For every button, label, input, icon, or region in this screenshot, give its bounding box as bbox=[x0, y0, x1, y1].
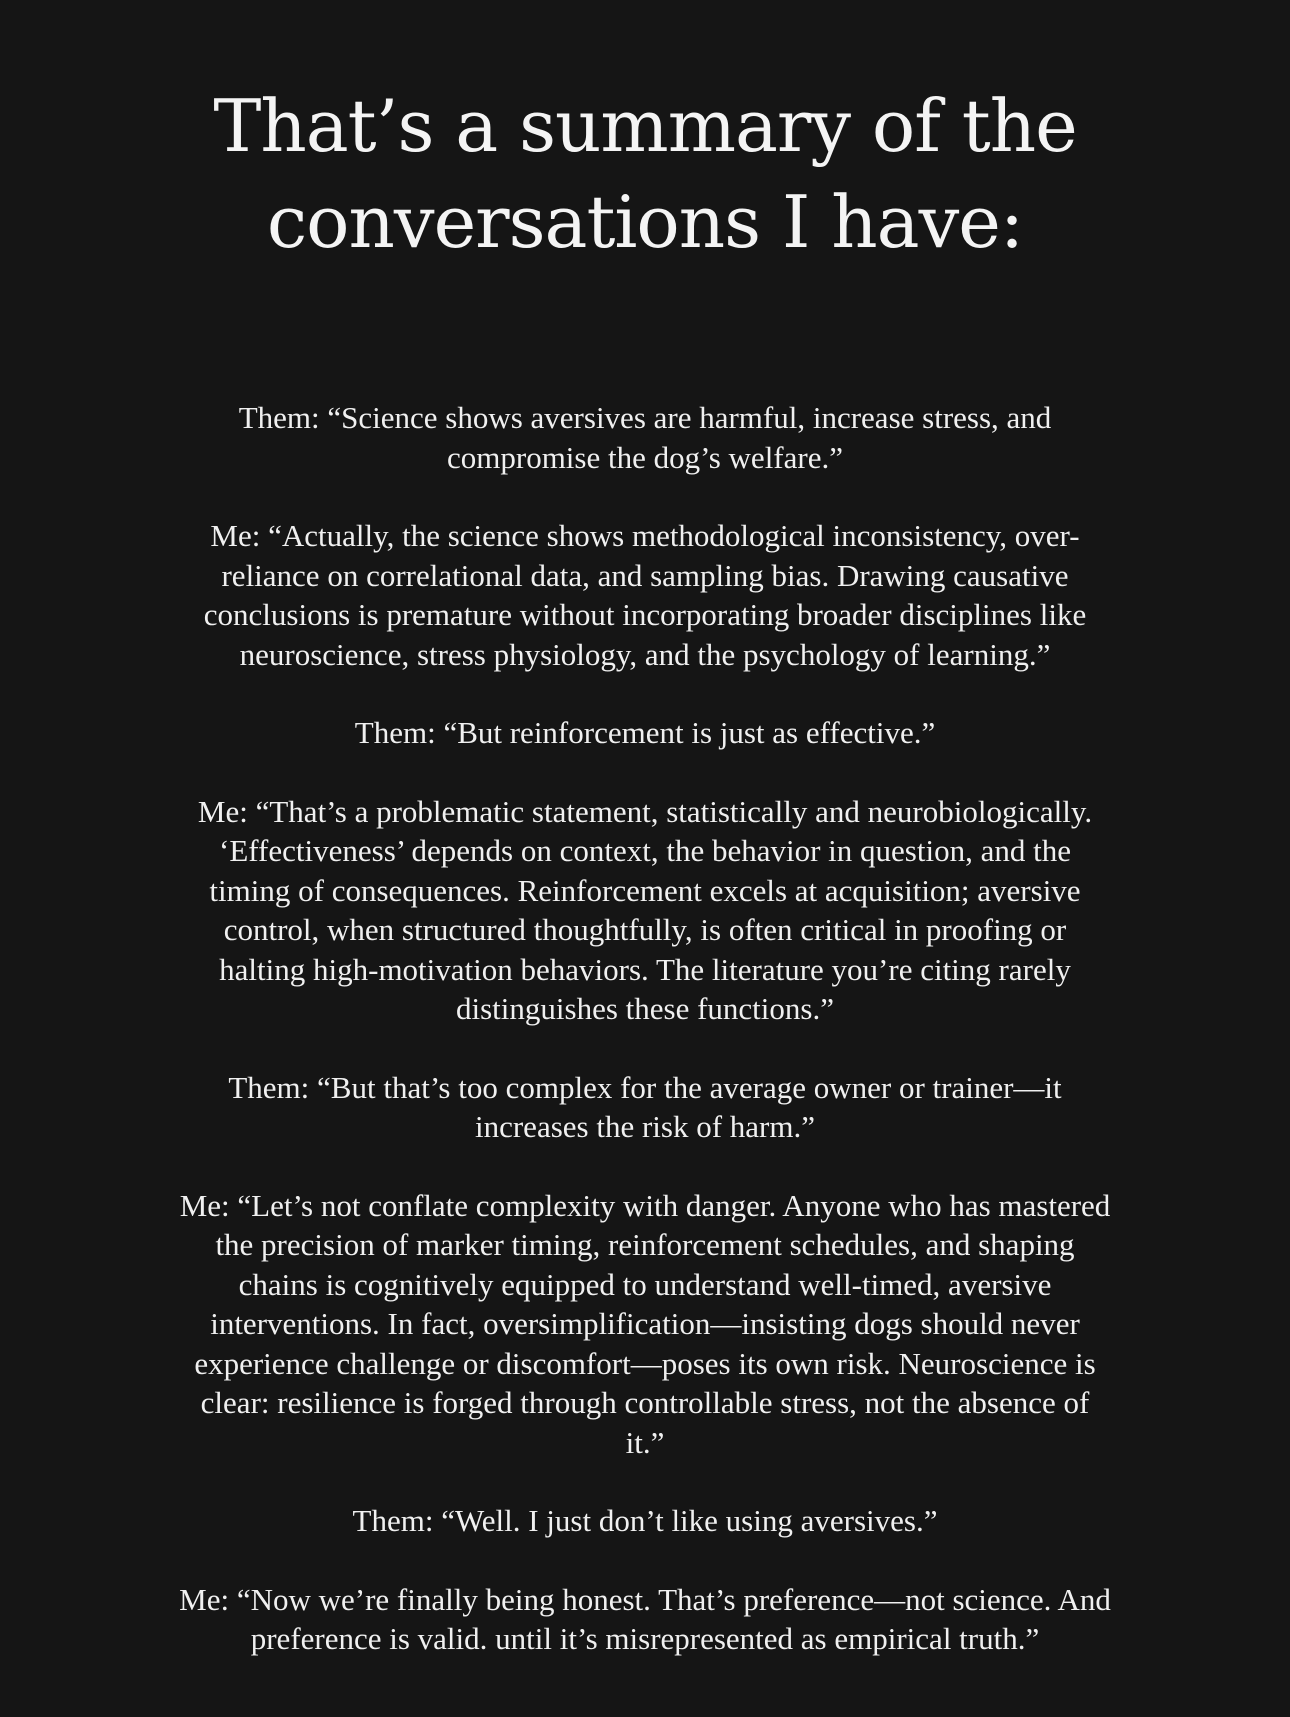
line-text: control, when structured thoughtfully, is often critical in proofing or bbox=[223, 912, 1067, 947]
dialogue bbox=[120, 398, 1170, 1659]
dialogue-line bbox=[120, 438, 1170, 478]
dialogue-turn bbox=[120, 516, 1170, 674]
speaker-label: Me: bbox=[197, 793, 248, 829]
dialogue-line bbox=[120, 516, 1170, 556]
dialogue-line bbox=[120, 1619, 1170, 1659]
dialogue-line bbox=[120, 1383, 1170, 1423]
dialogue-line bbox=[120, 1265, 1170, 1305]
speaker-label: Them: bbox=[238, 400, 320, 435]
dialogue-line bbox=[120, 398, 1170, 438]
line-text: neuroscience, stress physiology, and the psychology of learning.” bbox=[239, 636, 1051, 672]
line-text: preference is valid. until it’s misrepresented as empirical truth.” bbox=[250, 1621, 1040, 1656]
dialogue-line bbox=[120, 713, 1170, 753]
dialogue-line bbox=[120, 871, 1170, 911]
dialogue-turn bbox=[120, 398, 1170, 477]
line-text: distinguishes these functions.” bbox=[456, 991, 834, 1026]
dialogue-line bbox=[120, 595, 1170, 635]
dialogue-turn bbox=[120, 1580, 1170, 1659]
dialogue-turn bbox=[120, 713, 1170, 753]
dialogue-line bbox=[120, 831, 1170, 871]
dialogue-line bbox=[120, 1186, 1170, 1226]
line-text: reliance on correlational data, and sampling bias. Drawing causative bbox=[221, 557, 1069, 593]
dialogue-line bbox=[120, 1107, 1170, 1147]
speaker-label: Them: bbox=[228, 1069, 310, 1105]
dialogue-line bbox=[120, 635, 1170, 675]
dialogue-line bbox=[120, 1225, 1170, 1265]
dialogue-line bbox=[120, 1304, 1170, 1344]
line-text: interventions. In fact, oversimplification—insisting dogs should never bbox=[210, 1306, 1080, 1341]
line-text: compromise the dog’s welfare.” bbox=[447, 439, 843, 475]
dialogue-line bbox=[120, 1068, 1170, 1108]
speaker-label: Me: bbox=[210, 518, 261, 553]
line-text: the precision of marker timing, reinforcement schedules, and shaping bbox=[215, 1227, 1075, 1262]
line-text: “But that’s too complex for the average owner or trainer—it bbox=[317, 1069, 1062, 1105]
line-text: it.” bbox=[625, 1424, 665, 1460]
line-text: ‘Effectiveness’ depends on context, the behavior in question, and the bbox=[219, 833, 1071, 868]
line-text: “But reinforcement is just as effective.” bbox=[443, 715, 936, 750]
dialogue-line bbox=[120, 950, 1170, 990]
speaker-label: Me: bbox=[179, 1581, 230, 1617]
line-text: halting high-motivation behaviors. The literature you’re citing rarely bbox=[219, 951, 1071, 987]
dialogue-line bbox=[120, 556, 1170, 596]
line-text: timing of consequences. Reinforcement excels at acquisition; aversive bbox=[209, 872, 1081, 908]
line-text: conclusions is premature without incorporating broader disciplines like bbox=[203, 597, 1087, 632]
dialogue-turn bbox=[120, 1186, 1170, 1463]
speaker-label: Them: bbox=[354, 715, 436, 750]
line-text: clear: resilience is forged through controllable stress, not the absence of bbox=[200, 1385, 1090, 1420]
line-text: “Well. I just don’t like using aversives.” bbox=[441, 1503, 938, 1538]
line-text: “Let’s not conflate complexity with danger. Anyone who has mastered bbox=[237, 1187, 1111, 1223]
dialogue-line bbox=[120, 989, 1170, 1029]
line-text: “Actually, the science shows methodological inconsistency, over- bbox=[268, 518, 1080, 553]
line-text: chains is cognitively equipped to understand well-timed, aversive bbox=[238, 1266, 1052, 1302]
line-text: “That’s a problematic statement, statistically and neurobiologically. bbox=[255, 793, 1093, 829]
dialogue-line bbox=[120, 1501, 1170, 1541]
dialogue-line bbox=[120, 1580, 1170, 1620]
dialogue-line bbox=[120, 1423, 1170, 1463]
title-line-1: That’s a summary of the bbox=[213, 84, 1077, 168]
dialogue-line bbox=[120, 910, 1170, 950]
dialogue-turn bbox=[120, 1068, 1170, 1147]
speaker-label: Them: bbox=[352, 1503, 434, 1538]
dialogue-turn bbox=[120, 792, 1170, 1029]
line-text: experience challenge or discomfort—poses its own risk. Neuroscience is bbox=[194, 1345, 1096, 1381]
dialogue-line bbox=[120, 792, 1170, 832]
page-title bbox=[0, 78, 1290, 270]
line-text: increases the risk of harm.” bbox=[474, 1109, 815, 1144]
line-text: “Now we’re finally being honest. That’s preference—not science. And bbox=[236, 1581, 1111, 1617]
speaker-label: Me: bbox=[179, 1187, 230, 1223]
dialogue-turn bbox=[120, 1501, 1170, 1541]
title-line-2: conversations I have: bbox=[266, 180, 1024, 264]
dialogue-line bbox=[120, 1344, 1170, 1384]
line-text: “Science shows aversives are harmful, increase stress, and bbox=[327, 400, 1052, 435]
